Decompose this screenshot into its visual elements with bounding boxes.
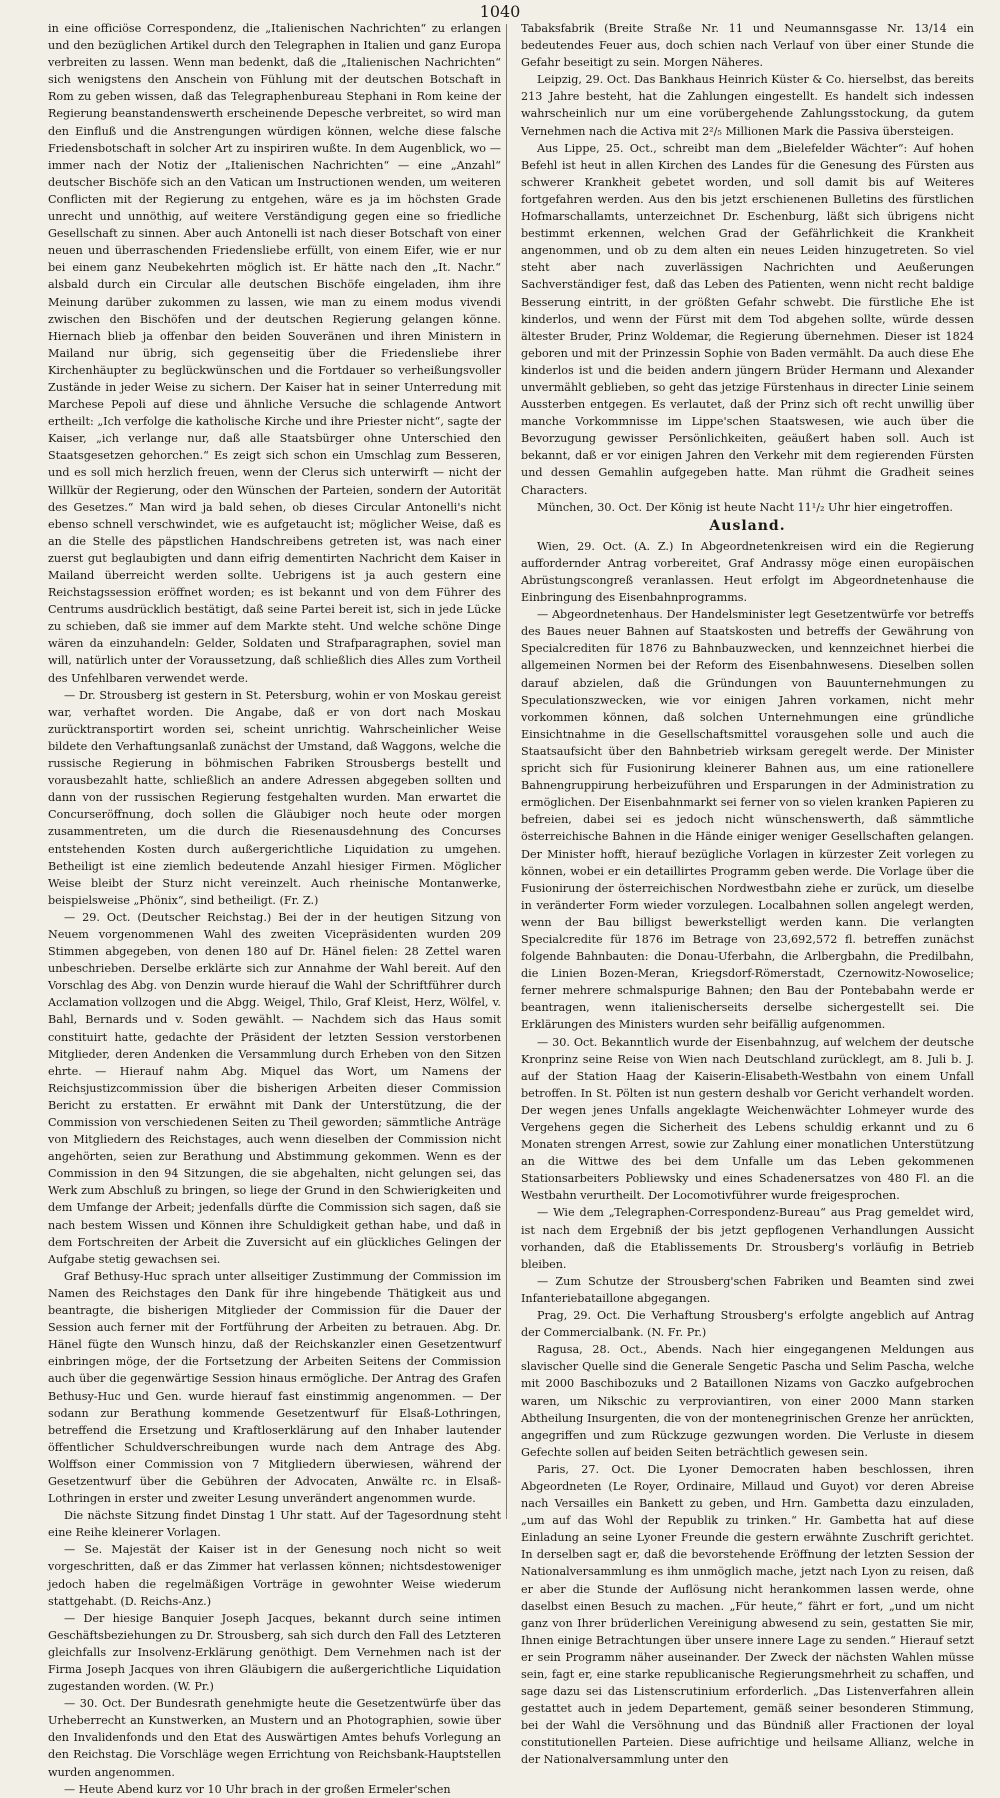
article-paragraph: Tabaksfabrik (Breite Straße Nr. 11 und Neumannsgasse Nr. 13/14 ein bedeutendes Feuer aus, doch schien nach Verlauf von über einer Stunde die Gefahr beseitigt zu sein. Morgen Näheres. bbox=[521, 22, 974, 70]
article-paragraph: — Dr. Strousberg ist gestern in St. Petersburg, wohin er von Moskau gereist war, verhaftet worden. Die Angabe, daß er von dort nach Moskau zurücktransportirt worden sei, scheint unrichtig. Wahrscheinlicher Weise bildete den Verhaftungsanlaß zunächst der Umstand, daß Waggons, welche die russische Regierung in böhmischen Fabriken Strousbergs bestellt und vorausbezahlt hatte, schließlich an andere Adressen abgegeben sollten und dann von der russischen Regierung festgehalten wurden. Man erwartet die Concurseröffnung, doch sollen die Gläubiger noch heute oder morgen zusammentreten, um die durch die Riesenausdehnung des Concurses entstehenden Kosten durch außergerichtliche Liquidation zu umgehen. Betheiligt ist eine ziemlich bedeutende Anzahl hiesiger Firmen. Möglicher Weise bleibt der Sturz nicht vereinzelt. Auch rheinische Montanwerke, beispielsweise „Phönix“, sind betheiligt. (Fr. Z.) bbox=[48, 688, 501, 907]
section-heading-ausland: Ausland. bbox=[709, 517, 786, 534]
column-rule bbox=[506, 24, 507, 1519]
article-paragraph: Paris, 27. Oct. Die Lyoner Democraten haben beschlossen, ihren Abgeordneten (Le Royer, Ordinaire, Millaud und Guyot) vor deren Abreise nach Versailles ein Bankett zu geben, und Hrn. Gambetta dazu einzuladen, „um auf das Wohl der Republik zu trinken.“ Hr. Gambetta hat auf diese Einladung an seine Lyoner Freunde die gestern erwähnte Zuschrift gerichtet. In derselben sagt er, daß die bevorstehende Eröffnung der letzten Session der Nationalversammlung es ihm unmöglich mache, jetzt nach Lyon zu reisen, daß er aber die Stunde der Auflösung nicht herankommen lassen werde, ohne daselbst einen Besuch zu machen. „Für heute,“ fährt er fort, „und um nicht ganz von Ihrer brüderlichen Vereinigung abwesend zu sein, gestatten Sie mir, Ihnen einige Betrachtungen über unsere innere Lage zu senden.“ Hierauf setzt er sein Programm näher auseinander. Der Zweck der nächsten Wahlen müsse sein, fagt er, eine starke republicanische Regierungsmehrheit zu schaffen, und sage dazu sei das Listenscrutinium erforderlich. „Das Listenverfahren allein gestattet auch in jedem Departement, gemäß seiner besonderen Stimmung, bei der Wahl die Versöhnung und das Bündniß aller Fractionen der loyal constitutionellen Parteien. Diese aufrichtige und heilsame Allianz, welche in der Nationalversammlung unter den bbox=[521, 1462, 974, 1767]
article-paragraph: Graf Bethusy-Huc sprach unter allseitiger Zustimmung der Commission im Namen des Reichstages den Dank für ihre hingebende Thätigkeit aus und beantragte, die bisherigen Mitglieder der Commission für die Dauer der Session auch ferner mit der Fortführung der Arbeiten zu betrauen. Abg. Dr. Hänel fügte den Wunsch hinzu, daß der Reichskanzler einen Gesetzentwurf einbringen möge, der die Fortsetzung der Arbeiten Seitens der Commission auch über die gegenwärtige Session hinaus ermögliche. Der Antrag des Grafen Bethusy-Huc und Gen. wurde hierauf fast einstimmig angenommen. — Der sodann zur Berathung kommende Gesetzentwurf für Elsaß-Lothringen, betreffend die Ersetzung und Kraftloserklärung auf den Inhaber lautender öffentlicher Schuldverschreibungen wurde nach dem Antrage des Abg. Wolffson einer Commission von 7 Mitgliedern überwiesen, während der Gesetzentwurf über die Gebühren der Advocaten, Anwälte rc. in Elsaß-Lothringen in erster und zweiter Lesung unverändert angenommen wurde. bbox=[48, 1269, 501, 1506]
article-paragraph: in eine officiöse Correspondenz, die „Italienischen Nachrichten“ zu erlangen und den bezüglichen Artikel durch den Telegraphen in Italien und ganz Europa verbreiten zu lassen. Wenn man bedenkt, daß die „Italienischen Nachrichten“ sich wenigstens den Anschein von Fühlung mit der deutschen Botschaft in Rom zu geben wissen, daß das Telegraphenbureau Stephani in Rom keine der Regierung beanstandenswerth erscheinende Depesche verbreitet, so wird man den Einfluß und die Anstrengungen würdigen können, welche diese falsche Friedensbotschaft in solcher Art zu inspiriren wußte. In dem Augenblick, wo — immer nach der Notiz der „Italienischen Nachrichten“ — eine „Anzahl“ deutscher Bischöfe sich an den Vatican um Instructionen wenden, um weiteren Conflicten mit der Regierung zu entgehen, wäre es ja im höchsten Grade unrecht und unnöthig, auf weitere Verständigung gegen eine so friedliche Gesellschaft zu sinnen. Aber auch Antonelli ist nach dieser Botschaft von einer neuen und überraschenden Friedensliebe erfüllt, von einem Eifer, wie er nur bei einem ganz Neubekehrten möglich ist. Er hätte nach den „It. Nachr.“ alsbald durch ein Circular alle deutschen Bischöfe eingeladen, ihm ihre Meinung darüber zukommen zu lassen, wie man zu einem modus vivendi zwischen den Bischöfen und der deutschen Regierung gelangen könne. Hiernach blieb ja offenbar den beiden Souveränen und ihren Ministern in Mailand nur übrig, sich gegenseitig über die Friedensliebe ihrer Kirchenhäupter zu beglückwünschen und die Fortdauer so verheißungsvoller Zustände in jeder Weise zu sichern. Der Kaiser hat in seiner Unterredung mit Marchese Pepoli auf diese und ähnliche Versuche die schlagende Antwort ertheilt: „Ich verfolge die katholische Kirche und ihre Priester nicht“, sagte der Kaiser, „ich verlange nur, daß alle Staatsbürger ohne Unterschied den Staatsgesetzen gehorchen.“ Es zeigt sich schon ein Umschlag zum Besseren, und es soll mich herzlich freuen, wenn der Clerus sich unterwirft — nicht der Willkür der Regierung, oder den Wünschen der Parteien, sondern der Autorität des Gesetzes.“ Man wird ja bald sehen, ob dieses Circular Antonelli's nicht ebenso schnell verschwindet, wie es aufgetaucht ist; möglicher Weise, daß es an die Stelle des päpstlichen Handschreibens getreten ist, was nach einer zuerst gut beglaubigten und dann eifrig dementirten Nachricht dem Kaiser in Mailand überreicht werden sollte. Uebrigens ist ja auch gestern eine Reichstagssession eröffnet worden; es ist bekannt und von dem Führer des Centrums ausdrücklich bestätigt, daß seine Partei bereit ist, sich in jede Lücke zu schieben, daß sie immer auf dem Markte steht. Und welche schöne Dinge wären da einzuhandeln: Gelder, Soldaten und Strafparagraphen, soviel man will, natürlich unter der Voraussetzung, daß schließlich dies Alles zum Vortheil des Unfehlbaren verwendet werde. bbox=[48, 22, 501, 685]
article-paragraph: Wien, 29. Oct. (A. Z.) In Abgeordnetenkreisen wird ein die Regierung auffordernder Antrag vorbereitet, Graf Andrassy möge einen europäischen Abrüstungscongreß veranlassen. Heut erfolgt im Abgeordnetenhause die Einbringung des Eisenbahnprogramms. bbox=[521, 539, 974, 605]
article-paragraph: — Heute Abend kurz vor 10 Uhr brach in der großen Ermeler'schen bbox=[64, 1782, 451, 1796]
article-paragraph: — Se. Majestät der Kaiser ist in der Genesung noch nicht so weit vorgeschritten, daß er das Zimmer hat verlassen können; nichtsdestoweniger jedoch haben die regelmäßigen Vorträge in gewohnter Weise wiederum stattgehabt. (D. Reichs-Anz.) bbox=[48, 1543, 501, 1608]
article-paragraph: München, 30. Oct. Der König ist heute Nacht 11¹/₂ Uhr hier eingetroffen. bbox=[537, 500, 953, 514]
article-paragraph: — Der hiesige Banquier Joseph Jacques, bekannt durch seine intimen Geschäftsbeziehungen zu Dr. Strousberg, sah sich durch den Fall des Letzteren gleichfalls zur Insolvenz-Erklärung genöthigt. Dem Vernehmen nach ist der Firma Joseph Jacques von ihren Gläubigern die außergerichtliche Liquidation zugestanden worden. (W. Pr.) bbox=[48, 1611, 501, 1694]
article-paragraph: Prag, 29. Oct. Die Verhaftung Strousberg's erfolgte angeblich auf Antrag der Commercialbank. (N. Fr. Pr.) bbox=[521, 1309, 974, 1340]
article-paragraph: — 30. Oct. Der Bundesrath genehmigte heute die Gesetzentwürfe über das Urheberrecht an Kunstwerken, an Mustern und an Photographien, sowie über den Invalidenfonds und den Etat des Auswärtigen Amtes behufs Vorlegung an den Reichstag. Die Vorschläge wegen Errichtung von Reichsbank-Hauptstellen wurden angenommen. bbox=[48, 1697, 501, 1779]
article-paragraph: — Zum Schutze der Strousberg'schen Fabriken und Beamten sind zwei Infanteriebataillone abgegangen. bbox=[521, 1274, 974, 1305]
article-paragraph: — 29. Oct. (Deutscher Reichstag.) Bei der in der heutigen Sitzung von Neuem vorgenommenen Wahl des zweiten Vicepräsidenten wurden 209 Stimmen abgegeben, von denen 180 auf Dr. Hänel fielen: 28 Zettel waren unbeschrieben. Derselbe erklärte sich zur Annahme der Wahl bereit. Auf den Vorschlag des Abg. von Denzin wurde hierauf die Wahl der Schriftführer durch Acclamation vollzogen und die Abgg. Weigel, Thilo, Graf Kleist, Herz, Wölfel, v. Bahl, Bernards und v. Soden gewählt. — Nachdem sich das Haus somit constituirt hatte, gedachte der Präsident der letzten Session verstorbenen Mitglieder, deren Andenken die Versammlung durch Erheben von den Sitzen ehrte. — Hierauf nahm Abg. Miquel das Wort, um Namens der Reichsjustizcommission über die bisherigen Arbeiten dieser Commission Bericht zu erstatten. Er erwähnt mit Dank der Unterstützung, die der Commission von verschiedenen Seiten zu Theil geworden; sämmtliche Anträge von Mitgliedern des Reichstages, auch wenn dieselben der Commission nicht angehörten, seien zur Berathung und Abstimmung gekommen. Wenn es der Commission in den 94 Sitzungen, die sie abgehalten, nicht gelungen sei, das Werk zum Abschluß zu bringen, so liege der Grund in den Schwierigkeiten und dem Umfange der Arbeit; jedenfalls dürfte die Commission sich sagen, daß sie nach bestem Wissen und Können ihre Schuldigkeit gethan habe, und daß in dem Fortschreiten der Arbeit die Zuversicht auf ein glückliches Gelingen der Aufgabe stetig gewachsen sei. bbox=[48, 910, 501, 1266]
article-paragraph: Aus Lippe, 25. Oct., schreibt man dem „Bielefelder Wächter“: Auf hohen Befehl ist heut in allen Kirchen des Landes für die Genesung des Fürsten aus schwerer Krankheit gebetet worden, und soll damit bis auf Weiteres fortgefahren werden. Aus den bis jetzt erschienenen Bulletins des fürstlichen Hofmarschallamts, unterzeichnet Dr. Eschenburg, läßt sich übrigens nicht bestimmt erkennen, welchen Grad der Gefährlichkeit die Krankheit angenommen, und ob zu dem alten ein neues Leiden hinzugetreten. So viel steht aber nach zuverlässigen Nachrichten und Aeußerungen Sachverständiger fest, daß das Leben des Patienten, wenn nicht recht baldige Besserung eintritt, in der größten Gefahr schwebt. Die fürstliche Ehe ist kinderlos, und wenn der Fürst mit dem Tod abgehen sollte, würde dessen ältester Bruder, Prinz Woldemar, die Regierung übernehmen. Dieser ist 1824 geboren und mit der Prinzessin Sophie von Baden vermählt. Da auch diese Ehe kinderlos ist und die beiden andern jüngern Brüder Hermann und Alexander unvermählt geblieben, so geht das jetzige Fürstenhaus in directer Linie seinem Aussterben entgegen. Es verlautet, daß der Prinz sich oft recht unwillig über manche Vorkommnisse im Lippe'schen Staatswesen, wie auch über die Bevorzugung gewisser Persönlichkeiten, geäußert haben soll. Auch ist bekannt, daß er vor einigen Jahren den Verkehr mit dem regierenden Fürsten und dessen Gemahlin aufgegeben hatte. Man rühmt die Gradheit seines Characters. bbox=[521, 141, 974, 497]
article-paragraph: Ragusa, 28. Oct., Abends. Nach hier eingegangenen Meldungen aus slavischer Quelle sind die Generale Sengetic Pascha und Selim Pascha, welche mit 2000 Baschibozuks und 2 Bataillonen Nizams von Gaczko aufgebrochen waren, um Nikschic zu verproviantiren, von einer 2000 Mann starken Abtheilung Insurgenten, die von der montenegrinischen Grenze her anrückten, angegriffen und zum Rückzuge gezwungen worden. Die Verluste in diesem Gefechte sollen auf beiden Seiten beträchtlich gewesen sein. bbox=[521, 1343, 974, 1459]
article-paragraph: Die nächste Sitzung findet Dinstag 1 Uhr statt. Auf der Tagesordnung steht eine Reihe kleinerer Vorlagen. bbox=[48, 1509, 501, 1540]
article-paragraph: Leipzig, 29. Oct. Das Bankhaus Heinrich Küster & Co. hierselbst, das bereits 213 Jahre besteht, hat die Zahlungen eingestellt. Es handelt sich indessen wahrscheinlich nur um eine vorübergehende Zahlungsstockung, da gutem Vernehmen nach die Activa mit 2²/₅ Millionen Mark die Passiva übersteigen. bbox=[521, 73, 974, 138]
article-paragraph: — Wie dem „Telegraphen-Correspondenz-Bureau“ aus Prag gemeldet wird, ist nach dem Ergebniß der bis jetzt gepflogenen Verhandlungen Aussicht vorhanden, daß die Etablissements Dr. Strousberg's vorläufig in Betrieb bleiben. bbox=[521, 1206, 974, 1271]
article-paragraph: — Abgeordnetenhaus. Der Handelsminister legt Gesetzentwürfe vor betreffs des Baues neuer Bahnen auf Staatskosten und betreffs der Gewährung von Specialcrediten für 1876 zu Bahnbauzwecken, und kennzeichnet hierbei die allgemeinen Normen bei der Reform des Eisenbahnwesens. Dieselben sollen darauf abzielen, daß die Gründungen von Bauunternehmungen zu Speculationszwecken, wie vor einigen Jahren vorkamen, nicht mehr vorkommen können, daß solchen Unternehmungen eine gründliche Einsichtnahme in die Gesellschaftsmittel vorausgehen solle und auch die Staatsaufsicht über den Bahnbetrieb wirksam geregelt werde. Der Minister spricht sich für Fusionirung kleinerer Bahnen aus, um eine rationellere Bahnengruppirung herbeizuführen und Ersparungen in der Administration zu ermöglichen. Der Eisenbahnmarkt sei ferner von so vielen kranken Papieren zu befreien, dabei sei es jedoch nicht wünschenswerth, daß sämmtliche österreichische Bahnen in die Hände einiger weniger Gesellschaften gelangen. Der Minister hofft, hierauf bezügliche Vorlagen in kürzester Zeit vorlegen zu können, wobei er ein detaillirtes Programm geben werde. Die Vorlage über die Fusionirung der österreichischen Nordwestbahn ziehe er zurück, um dieselbe in veränderter Form wieder vorzulegen. Localbahnen sollen angelegt werden, wenn der Bau billigst bewerkstelligt werden kann. Die verlangten Specialcredite für 1876 im Betrage von 23,692,572 fl. betreffen zunächst folgende Bahnbauten: die Donau-Uferbahn, die Arlbergbahn, die Predilbahn, die Linien Bozen-Meran, Kriegsdorf-Römerstadt, Czernowitz-Nowoselice; ferner mehrere schmalspurige Bahnen; den Bau der Pontebabahn werde er beantragen, wenn italienischerseits derselbe sichergestellt sei. Die Erklärungen des Ministers wurden sehr beifällig aufgenommen. bbox=[521, 608, 974, 1032]
left-column bbox=[48, 20, 501, 1796]
right-column bbox=[521, 20, 974, 1767]
article-paragraph: — 30. Oct. Bekanntlich wurde der Eisenbahnzug, auf welchem der deutsche Kronprinz seine Reise von Wien nach Deutschland zurücklegt, am 8. Juli b. J. auf der Station Haag der Kaiserin-Elisabeth-Westbahn von einem Unfall betroffen. In St. Pölten ist nun gestern deshalb vor Gericht verhandelt worden. Der wegen jenes Unfalls angeklagte Weichenwächter Lohmeyer wurde des Vergehens gegen die Sicherheit des Lebens schuldig erkannt und zu 6 Monaten strengen Arrest, sowie zur Zahlung einer monatlichen Unterstützung an die Wittwe des bei dem Unfalle um das Leben gekommenen Stationsarbeiters Pobliewsky und eines Schadenersatzes von 480 Fl. an die Westbahn verurtheilt. Der Locomotivführer wurde freigesprochen. bbox=[521, 1035, 974, 1203]
page-number: 1040 bbox=[479, 2, 521, 21]
text-columns bbox=[48, 20, 974, 1796]
